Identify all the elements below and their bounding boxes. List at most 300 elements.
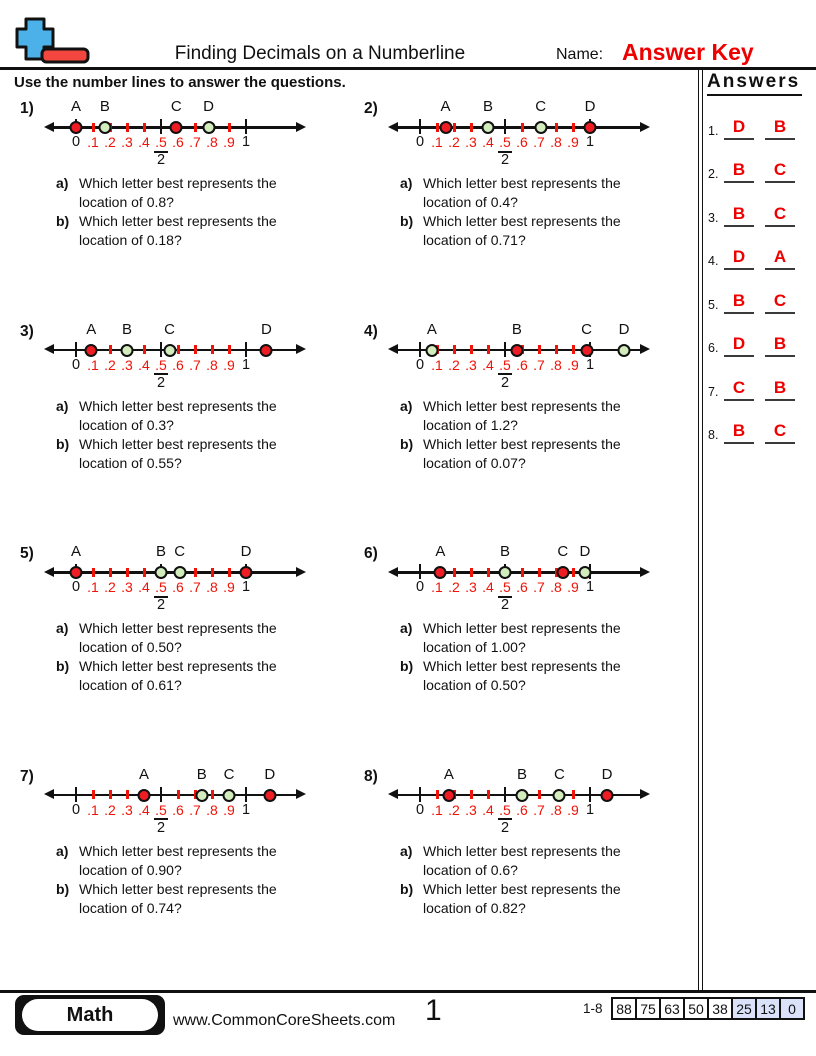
tick-mark-6	[177, 345, 180, 354]
problem-head	[20, 541, 364, 613]
tick-label-10: 1	[585, 801, 595, 818]
tick-label-2: .2	[104, 579, 116, 595]
question-a-text	[79, 842, 277, 880]
tick-label-4: .4	[138, 356, 150, 373]
point-dot-A	[434, 566, 447, 579]
numberline	[48, 321, 306, 391]
question-a-text	[423, 619, 621, 657]
tick-label-2: .2	[448, 579, 460, 595]
point-dot-A	[85, 344, 98, 357]
answer-number: 2.	[708, 167, 719, 181]
half-fraction-denominator: 2	[156, 819, 166, 836]
page-number: 1	[425, 994, 442, 1027]
question-line1: Which letter best represents the	[423, 880, 621, 897]
tick-label-7: .7	[533, 579, 545, 595]
answers-title: Answers	[707, 71, 802, 96]
answer-first: D	[724, 117, 754, 140]
answer-second: B	[765, 378, 795, 401]
numberline-right-arrow-icon	[296, 789, 306, 799]
tick-label-8: .8	[206, 134, 218, 150]
question-b-text	[79, 212, 277, 250]
question-a-label: a)	[400, 397, 413, 414]
answer-first: B	[724, 291, 754, 314]
answer-row-6	[699, 314, 816, 358]
point-dot-C	[556, 566, 569, 579]
point-dot-A	[439, 121, 452, 134]
tick-mark-10	[245, 787, 247, 802]
tick-mark-9	[228, 568, 231, 577]
footer-rule	[0, 990, 816, 993]
tick-label-6: .6	[172, 801, 184, 818]
point-dot-C	[534, 121, 547, 134]
tick-label-8: .8	[550, 134, 562, 150]
tick-label-2: .2	[448, 134, 460, 150]
answer-number: 6.	[708, 341, 719, 355]
question-line1: Which letter best represents the	[423, 397, 621, 414]
answer-first: B	[724, 421, 754, 444]
questions	[400, 842, 685, 918]
answer-second: B	[765, 117, 795, 140]
half-fraction-denominator: 2	[156, 374, 166, 391]
problem-1	[20, 96, 364, 319]
question-line1: Which letter best represents the	[423, 435, 621, 452]
numberline-right-arrow-icon	[640, 567, 650, 577]
point-dot-D	[240, 566, 253, 579]
question-line2: location of 1.00?	[423, 639, 526, 655]
point-letter-A: A	[70, 543, 82, 560]
tick-label-5: .5	[499, 134, 511, 150]
question-b-label: b)	[400, 658, 414, 674]
question-b-label: b)	[400, 213, 414, 229]
questions	[56, 842, 341, 918]
tick-mark-10	[245, 342, 247, 357]
point-letter-D: D	[579, 543, 591, 560]
score-cell-13: 13	[755, 997, 781, 1020]
point-dot-B	[510, 344, 523, 357]
answer-first: B	[724, 160, 754, 183]
tick-mark-1	[436, 790, 439, 799]
tick-label-5: .5	[499, 356, 511, 373]
question-a-text	[79, 174, 277, 212]
answer-row-1	[699, 96, 816, 140]
point-letter-B: B	[516, 765, 528, 783]
question-a-text	[423, 842, 621, 880]
tick-label-8: .8	[206, 356, 218, 373]
point-letter-C: C	[535, 98, 547, 115]
tick-mark-9	[228, 123, 231, 132]
problem-head	[364, 96, 696, 168]
point-letter-B: B	[155, 543, 167, 560]
tick-mark-0	[419, 119, 421, 134]
question-b-label: b)	[400, 880, 414, 897]
numberline-axis	[395, 126, 643, 129]
question-line2: location of 0.90?	[79, 861, 182, 878]
half-fraction-denominator: 2	[500, 819, 510, 836]
tick-label-7: .7	[533, 356, 545, 373]
tick-mark-4	[487, 790, 490, 799]
answer-row-4	[699, 227, 816, 271]
problem-number: 4)	[364, 322, 378, 340]
tick-label-6: .6	[172, 579, 184, 595]
tick-mark-5	[160, 342, 162, 357]
question-b-label: b)	[56, 213, 70, 229]
question-line1: Which letter best represents the	[79, 658, 277, 674]
numberline-right-arrow-icon	[640, 344, 650, 354]
tick-label-6: .6	[516, 356, 528, 373]
point-letter-B: B	[499, 543, 511, 560]
problems-grid	[20, 96, 696, 986]
tick-mark-2	[109, 790, 112, 799]
tick-label-5: .5	[499, 801, 511, 818]
question-a	[400, 842, 685, 880]
answer-number: 4.	[708, 254, 719, 268]
tick-label-3: .3	[465, 801, 477, 818]
point-dot-A	[425, 344, 438, 357]
point-dot-D	[601, 789, 614, 802]
tick-label-10: 1	[241, 579, 251, 595]
questions	[400, 174, 685, 250]
point-dot-D	[263, 789, 276, 802]
tick-label-7: .7	[189, 801, 201, 818]
score-cell-38: 38	[707, 997, 733, 1020]
tick-mark-7	[194, 568, 197, 577]
tick-label-5: .5	[155, 579, 167, 595]
score-cell-75: 75	[635, 997, 661, 1020]
point-letter-A: A	[435, 543, 446, 560]
tick-label-3: .3	[121, 134, 133, 150]
tick-label-9: .9	[223, 579, 235, 595]
point-dot-A	[138, 789, 151, 802]
tick-mark-8	[211, 345, 214, 354]
score-cell-0: 0	[779, 997, 805, 1020]
tick-mark-1	[92, 568, 95, 577]
question-b-text	[79, 657, 277, 695]
problem-7	[20, 764, 364, 987]
point-dot-D	[260, 344, 273, 357]
tick-mark-7	[538, 790, 541, 799]
tick-label-1: .1	[87, 579, 99, 595]
tick-label-10: 1	[585, 356, 595, 373]
question-a-label: a)	[400, 842, 413, 859]
question-a-text	[79, 397, 277, 435]
point-dot-C	[553, 789, 566, 802]
tick-label-2: .2	[448, 801, 460, 818]
point-dot-C	[170, 121, 183, 134]
problem-head	[20, 764, 364, 836]
questions	[56, 619, 341, 695]
numberline	[48, 766, 306, 836]
question-line2: location of 0.61?	[79, 677, 182, 693]
answer-number: 5.	[708, 297, 719, 312]
point-letter-D: D	[240, 543, 252, 560]
score-table	[611, 997, 805, 1020]
tick-mark-7	[538, 345, 541, 354]
point-dot-D	[578, 566, 591, 579]
numberline-axis	[395, 571, 643, 574]
tick-label-3: .3	[121, 801, 133, 818]
point-dot-B	[98, 121, 111, 134]
tick-label-6: .6	[516, 579, 528, 595]
question-line1: Which letter best represents the	[79, 620, 277, 636]
tick-label-1: .1	[431, 801, 443, 818]
question-line2: location of 0.6?	[423, 861, 518, 878]
point-letter-D: D	[260, 320, 272, 338]
point-letter-D: D	[601, 765, 613, 783]
tick-mark-0	[75, 342, 77, 357]
point-letter-D: D	[203, 98, 215, 115]
question-line1: Which letter best represents the	[79, 397, 277, 414]
point-dot-C	[163, 344, 176, 357]
tick-label-10: 1	[241, 801, 251, 818]
half-fraction-denominator: 2	[156, 152, 166, 168]
point-dot-A	[70, 566, 83, 579]
point-letter-C: C	[170, 98, 182, 115]
answer-number: 8.	[708, 428, 719, 442]
subject-badge	[15, 995, 165, 1035]
question-line1: Which letter best represents the	[423, 213, 621, 229]
tick-label-6: .6	[172, 356, 184, 373]
question-line1: Which letter best represents the	[423, 175, 621, 191]
tick-label-0: 0	[415, 356, 425, 373]
question-b-text	[423, 657, 621, 695]
instructions-text: Use the number lines to answer the questions.	[14, 74, 346, 91]
tick-label-10: 1	[585, 134, 595, 150]
question-a	[56, 174, 341, 212]
point-dot-D	[202, 121, 215, 134]
point-letter-D: D	[264, 765, 276, 783]
tick-mark-9	[572, 790, 575, 799]
question-line2: location of 0.71?	[423, 232, 526, 248]
question-a-label: a)	[56, 620, 69, 636]
question-line2: location of 0.82?	[423, 899, 526, 916]
question-b-text	[423, 212, 621, 250]
tick-label-3: .3	[465, 356, 477, 373]
answer-number: 1.	[708, 123, 719, 138]
answer-second: C	[765, 204, 795, 227]
point-dot-B	[516, 789, 529, 802]
question-a-label: a)	[56, 175, 69, 191]
answer-second: C	[765, 160, 795, 183]
question-a-text	[79, 619, 277, 657]
question-b-text	[423, 880, 621, 918]
question-line1: Which letter best represents the	[79, 880, 277, 897]
tick-label-9: .9	[567, 356, 579, 373]
score-cell-25: 25	[731, 997, 757, 1020]
tick-label-9: .9	[567, 134, 579, 150]
tick-label-9: .9	[567, 801, 579, 818]
tick-label-4: .4	[138, 579, 150, 595]
tick-label-1: .1	[431, 134, 443, 150]
point-letter-B: B	[196, 765, 207, 783]
answer-second: C	[765, 421, 795, 444]
problem-head	[20, 319, 364, 391]
tick-mark-5	[160, 787, 162, 802]
point-letter-A: A	[426, 320, 437, 338]
question-line2: location of 0.18?	[79, 232, 182, 248]
tick-mark-3	[126, 568, 129, 577]
tick-label-3: .3	[465, 579, 477, 595]
tick-label-10: 1	[241, 134, 251, 150]
tick-label-0: 0	[71, 356, 81, 373]
answer-row-3	[699, 183, 816, 227]
tick-mark-2	[453, 123, 456, 132]
tick-mark-4	[487, 345, 490, 354]
point-letter-A: A	[443, 765, 454, 783]
problem-number: 7)	[20, 767, 34, 785]
tick-mark-4	[143, 568, 146, 577]
tick-label-1: .1	[87, 801, 99, 818]
problem-number: 5)	[20, 545, 34, 562]
tick-mark-5	[504, 119, 506, 134]
tick-mark-3	[126, 790, 129, 799]
question-b	[56, 435, 341, 473]
question-line2: location of 0.50?	[423, 677, 526, 693]
point-letter-B: B	[482, 98, 494, 115]
question-a-label: a)	[400, 175, 413, 191]
tick-mark-2	[109, 568, 112, 577]
tick-label-7: .7	[189, 356, 201, 373]
question-line2: location of 0.8?	[79, 194, 174, 210]
numberline	[392, 98, 650, 168]
tick-label-7: .7	[189, 134, 201, 150]
point-letter-D: D	[618, 320, 630, 338]
question-a-text	[423, 397, 621, 435]
tick-mark-10	[589, 787, 591, 802]
tick-label-6: .6	[172, 134, 184, 150]
tick-mark-3	[470, 568, 473, 577]
half-fraction-denominator: 2	[500, 597, 510, 613]
question-b-label: b)	[56, 880, 70, 897]
tick-label-7: .7	[533, 801, 545, 818]
numberline	[392, 543, 650, 613]
tick-mark-3	[470, 123, 473, 132]
question-b	[400, 657, 685, 695]
question-a	[400, 174, 685, 212]
numberline	[48, 98, 306, 168]
tick-label-8: .8	[550, 579, 562, 595]
numberline-axis	[51, 794, 299, 797]
tick-label-5: .5	[499, 579, 511, 595]
tick-mark-7	[194, 345, 197, 354]
tick-mark-0	[419, 787, 421, 802]
tick-mark-8	[555, 345, 558, 354]
answer-second: A	[765, 247, 795, 270]
point-letter-C: C	[174, 543, 186, 560]
tick-label-5: .5	[155, 356, 167, 373]
question-line2: location of 0.07?	[423, 454, 526, 471]
point-letter-A: A	[440, 98, 451, 115]
point-letter-A: A	[70, 98, 82, 115]
answer-second: B	[765, 334, 795, 357]
question-line2: location of 0.74?	[79, 899, 182, 916]
point-dot-B	[155, 566, 168, 579]
point-dot-A	[442, 789, 455, 802]
answer-row-7	[699, 357, 816, 401]
problem-4	[364, 319, 696, 542]
problem-head	[20, 96, 364, 168]
tick-label-0: 0	[415, 134, 425, 150]
tick-label-2: .2	[104, 801, 116, 818]
tick-mark-8	[211, 568, 214, 577]
question-b-text	[79, 435, 277, 473]
tick-mark-2	[453, 568, 456, 577]
tick-label-0: 0	[71, 134, 81, 150]
question-a	[400, 619, 685, 657]
tick-mark-9	[228, 345, 231, 354]
problem-5	[20, 541, 364, 764]
question-line2: location of 0.50?	[79, 639, 182, 655]
tick-label-8: .8	[550, 801, 562, 818]
tick-mark-2	[109, 345, 112, 354]
tick-label-4: .4	[482, 579, 494, 595]
tick-label-8: .8	[206, 801, 218, 818]
point-dot-B	[499, 566, 512, 579]
problem-3	[20, 319, 364, 542]
point-dot-D	[618, 344, 631, 357]
point-dot-D	[584, 121, 597, 134]
answer-second: C	[765, 291, 795, 314]
problem-2	[364, 96, 696, 319]
question-a	[56, 619, 341, 657]
tick-label-8: .8	[550, 356, 562, 373]
answer-first: D	[724, 247, 754, 270]
problem-head	[364, 764, 696, 836]
answer-first: B	[724, 204, 754, 227]
answer-row-2	[699, 140, 816, 184]
point-letter-A: A	[86, 320, 97, 338]
answers-panel	[698, 70, 816, 990]
score-cell-50: 50	[683, 997, 709, 1020]
tick-label-6: .6	[516, 134, 528, 150]
question-b-label: b)	[400, 435, 414, 452]
answer-number: 7.	[708, 384, 719, 399]
numberline-right-arrow-icon	[296, 567, 306, 577]
tick-label-7: .7	[189, 579, 201, 595]
point-letter-A: A	[138, 765, 150, 783]
question-line1: Which letter best represents the	[423, 842, 621, 859]
tick-mark-8	[555, 123, 558, 132]
tick-label-9: .9	[223, 134, 235, 150]
numberline-right-arrow-icon	[296, 344, 306, 354]
tick-label-8: .8	[206, 579, 218, 595]
question-line2: location of 0.3?	[79, 416, 174, 433]
tick-label-2: .2	[104, 134, 116, 150]
tick-label-10: 1	[585, 579, 595, 595]
question-line2: location of 0.4?	[423, 194, 518, 210]
question-line2: location of 0.55?	[79, 454, 182, 471]
question-b-text	[79, 880, 277, 918]
question-line1: Which letter best represents the	[79, 175, 277, 191]
question-b	[400, 212, 685, 250]
point-letter-C: C	[223, 765, 235, 783]
question-a-label: a)	[400, 620, 413, 636]
tick-label-4: .4	[482, 801, 494, 818]
tick-label-5: .5	[155, 134, 167, 150]
question-a-label: a)	[56, 842, 69, 859]
numberline-right-arrow-icon	[296, 122, 306, 132]
point-letter-C: C	[553, 765, 565, 783]
problem-6	[364, 541, 696, 764]
answer-key-text: Answer Key	[622, 39, 754, 65]
tick-mark-7	[538, 568, 541, 577]
tick-label-7: .7	[533, 134, 545, 150]
questions	[400, 397, 685, 473]
answers-list	[699, 96, 816, 444]
tick-label-3: .3	[121, 579, 133, 595]
answer-first: C	[724, 378, 754, 401]
tick-mark-7	[194, 123, 197, 132]
numberline-right-arrow-icon	[640, 789, 650, 799]
